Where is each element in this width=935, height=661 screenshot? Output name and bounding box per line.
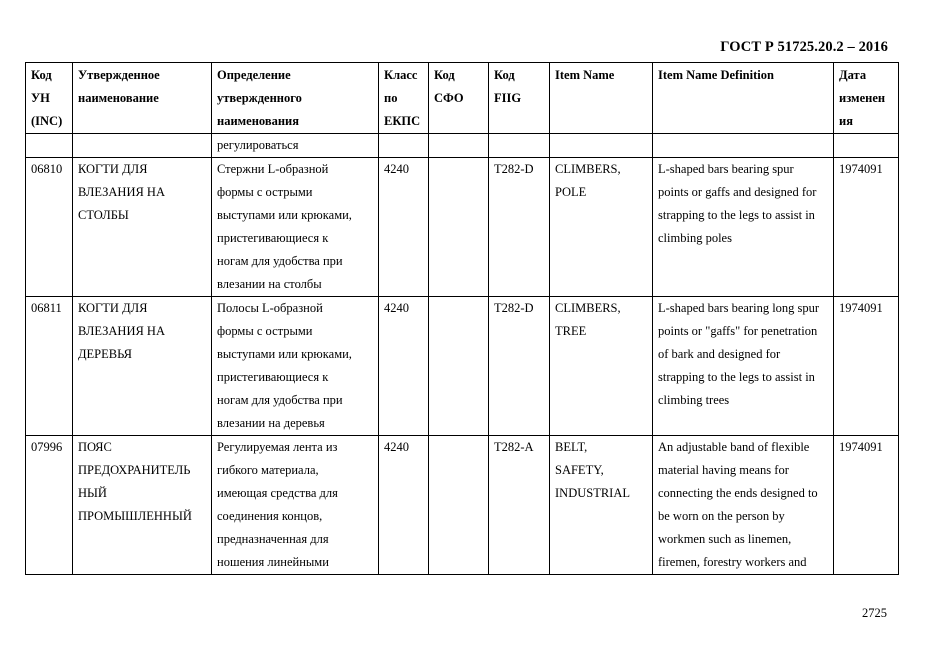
cell-value: 07996 — [31, 440, 63, 454]
cell-value: T282-D — [494, 162, 534, 176]
cell-line: наименования — [217, 114, 300, 128]
cell-line: СТОЛБЫ — [78, 208, 129, 222]
cell-line: CLIMBERS, — [555, 301, 621, 315]
cell-line: ВЛЕЗАНИЯ НА — [78, 185, 165, 199]
cell-line: ДЕРЕВЬЯ — [78, 347, 132, 361]
cell-line: Item Name — [555, 68, 615, 82]
change-date-cell — [834, 436, 899, 575]
cell-line: изменен — [839, 91, 886, 105]
cell-line: НЫЙ — [78, 486, 107, 500]
cell-line: по — [384, 91, 398, 105]
cell-value: 06811 — [31, 301, 62, 315]
inc-cell — [26, 297, 73, 436]
item-name-definition-cell — [653, 158, 834, 297]
change-date-cell — [834, 158, 899, 297]
cell-line: ПОЯС — [78, 440, 112, 454]
ekps-class-cell — [379, 297, 429, 436]
cell-line: Item Name Definition — [658, 68, 774, 82]
cell-line: Определение — [217, 68, 291, 82]
item-name-cell — [550, 436, 653, 575]
cell-line: Полосы L-образной — [217, 301, 323, 315]
cell-value: 1974091 — [839, 162, 883, 176]
header-inc — [26, 63, 73, 134]
cell-line: INDUSTRIAL — [555, 486, 630, 500]
cell-line: Стержни L-образной — [217, 162, 329, 176]
cell-line: Код — [434, 68, 455, 82]
cell-line: влезании на столбы — [217, 277, 322, 291]
header-item-name-definition — [653, 63, 834, 134]
document-standard-header: ГОСТ Р 51725.20.2 – 2016 — [720, 39, 888, 55]
cell-value: 1974091 — [839, 440, 883, 454]
cell-line: наименование — [78, 91, 159, 105]
cell-line: connecting the ends designed to — [658, 486, 818, 500]
cell-line: влезании на деревья — [217, 416, 325, 430]
sfo-code-cell — [429, 297, 489, 436]
cell-line: Класс — [384, 68, 418, 82]
header-fiig-code — [489, 63, 550, 134]
item-name-definition-cell — [653, 436, 834, 575]
cell-line: гибкого материала, — [217, 463, 319, 477]
cell-line: An adjustable band of flexible — [658, 440, 810, 454]
cell-line: strapping to the legs to assist in — [658, 208, 815, 222]
cell-line: Регулируемая лента из — [217, 440, 338, 454]
header-item-name — [550, 63, 653, 134]
definition-cell — [212, 158, 379, 297]
cell-line: be worn on the person by — [658, 509, 785, 523]
cell-line: УН — [31, 91, 50, 105]
table-row — [26, 436, 899, 575]
cell-line: имеющая средства для — [217, 486, 338, 500]
cell-line: пристегивающиеся к — [217, 370, 329, 384]
cell-line: СФО — [434, 91, 464, 105]
definition-cell — [212, 436, 379, 575]
cell-line: ногам для удобства при — [217, 393, 343, 407]
definition-cell — [212, 297, 379, 436]
cell-value: 4240 — [384, 440, 409, 454]
cell-line: выступами или крюками, — [217, 347, 352, 361]
cell-line: Дата — [839, 68, 867, 82]
cell-line: climbing trees — [658, 393, 730, 407]
cell-line: ВЛЕЗАНИЯ НА — [78, 324, 165, 338]
cell-line: workmen such as linemen, — [658, 532, 792, 546]
sfo-code-cell — [429, 436, 489, 575]
cell-line: ЕКПС — [384, 114, 421, 128]
cell-value: 4240 — [384, 301, 409, 315]
cell-line: firemen, forestry workers and — [658, 555, 807, 569]
table-row — [26, 158, 899, 297]
cell-line: соединения концов, — [217, 509, 323, 523]
cell-line: FIIG — [494, 91, 522, 105]
cell-line: SAFETY, — [555, 463, 604, 477]
header-definition — [212, 63, 379, 134]
approved-name-cell — [73, 297, 212, 436]
cell-line: material having means for — [658, 463, 789, 477]
cell-line: Утвержденное — [78, 68, 160, 82]
cell-line: points or gaffs and designed for — [658, 185, 817, 199]
cell-line: утвержденного — [217, 91, 302, 105]
cell-line: выступами или крюками, — [217, 208, 352, 222]
cell-value: T282-D — [494, 301, 534, 315]
fiig-code-cell — [489, 436, 550, 575]
cell-line: ПРОМЫШЛЕННЫЙ — [78, 509, 192, 523]
item-name-cell — [550, 158, 653, 297]
sfo-code-cell — [429, 158, 489, 297]
continuation-definition-cell — [212, 134, 379, 158]
fiig-code-cell — [489, 297, 550, 436]
page-number: 2725 — [862, 606, 887, 620]
header-change-date — [834, 63, 899, 134]
cell-line: регулироваться — [217, 138, 299, 152]
fiig-code-cell — [489, 158, 550, 297]
cell-value: T282-A — [494, 440, 534, 454]
cell-line: POLE — [555, 185, 587, 199]
cell-value: 1974091 — [839, 301, 883, 315]
cell-line: (INC) — [31, 114, 63, 128]
cell-line: ношения линейными — [217, 555, 329, 569]
cell-line: Код — [31, 68, 52, 82]
cell-line: формы с острыми — [217, 324, 313, 338]
item-name-definition-cell — [653, 297, 834, 436]
cell-line: Код — [494, 68, 515, 82]
cell-line: ия — [839, 114, 853, 128]
nomenclature-table — [25, 62, 899, 575]
cell-line: points or "gaffs" for penetration — [658, 324, 818, 338]
header-approved-name — [73, 63, 212, 134]
table-header-row — [26, 63, 899, 134]
cell-line: CLIMBERS, — [555, 162, 621, 176]
cell-line: КОГТИ ДЛЯ — [78, 301, 148, 315]
cell-value: 06810 — [31, 162, 63, 176]
cell-line: предназначенная для — [217, 532, 329, 546]
item-name-cell — [550, 297, 653, 436]
inc-cell — [26, 158, 73, 297]
cell-line: ПРЕДОХРАНИТЕЛЬ — [78, 463, 191, 477]
cell-line: формы с острыми — [217, 185, 313, 199]
ekps-class-cell — [379, 158, 429, 297]
header-sfo-code — [429, 63, 489, 134]
ekps-class-cell — [379, 436, 429, 575]
table-row — [26, 297, 899, 436]
inc-cell — [26, 436, 73, 575]
approved-name-cell — [73, 158, 212, 297]
continuation-row — [26, 134, 899, 158]
header-ekps-class — [379, 63, 429, 134]
cell-line: ногам для удобства при — [217, 254, 343, 268]
cell-line: пристегивающиеся к — [217, 231, 329, 245]
cell-line: climbing poles — [658, 231, 732, 245]
cell-line: L-shaped bars bearing long spur — [658, 301, 820, 315]
cell-line: L-shaped bars bearing spur — [658, 162, 794, 176]
cell-line: КОГТИ ДЛЯ — [78, 162, 148, 176]
cell-line: TREE — [555, 324, 587, 338]
approved-name-cell — [73, 436, 212, 575]
cell-line: strapping to the legs to assist in — [658, 370, 815, 384]
cell-line: of bark and designed for — [658, 347, 781, 361]
cell-line: BELT, — [555, 440, 588, 454]
change-date-cell — [834, 297, 899, 436]
cell-value: 4240 — [384, 162, 409, 176]
